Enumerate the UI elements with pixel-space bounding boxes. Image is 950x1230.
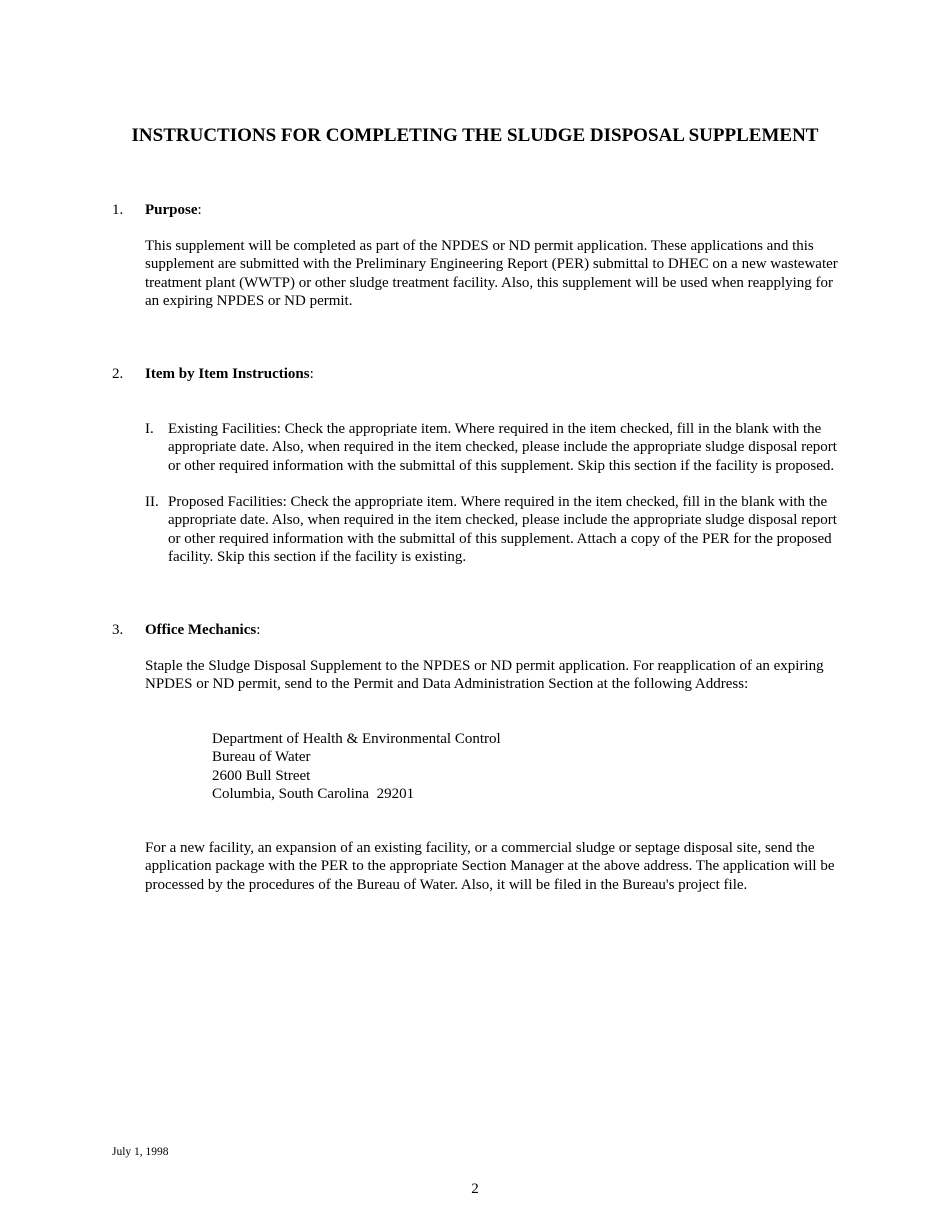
section-number: 1.	[112, 202, 124, 218]
office-mechanics-paragraph: Staple the Sludge Disposal Supplement to the NPDES or ND permit application. For reapplication of an expiring NPDES or ND permit, send to the Permit and Data Administration Section at the following Address:	[145, 658, 824, 693]
instruction-item-existing	[145, 420, 845, 475]
item-numeral: I.	[145, 421, 154, 437]
section-heading-text: Item by Item Instructions	[145, 366, 310, 382]
heading-colon: :	[309, 366, 314, 382]
closing-paragraph: For a new facility, an expansion of an existing facility, or a commercial sludge or septage disposal site, send the application package with the PER to the appropriate Section Manager at the above address. The application will be processed by the procedures of the Bureau of Water. Also, it will be filed in the Bureau's project file.	[145, 840, 835, 893]
address-line: Bureau of Water	[212, 749, 311, 766]
item-numeral: II.	[145, 494, 159, 510]
item-text: Existing Facilities: Check the appropriate item. Where required in the item checked, fill in the blank with the appropriate date. Also, when required in the item checked, please include the appropriate sludge disposal report or other required information with the submittal of this supplement. Skip this section if the facility is proposed.	[168, 421, 837, 474]
heading-colon: :	[256, 622, 261, 638]
section-number: 2.	[112, 366, 124, 382]
footer-date: July 1, 1998	[112, 1146, 169, 1158]
address-line: Department of Health & Environmental Control	[212, 731, 501, 747]
address-line: Columbia, South Carolina 29201	[212, 785, 415, 802]
section-heading-purpose	[145, 201, 202, 219]
page-number: 2	[471, 1181, 479, 1197]
instruction-item-proposed	[145, 493, 845, 566]
section-heading-office-mechanics	[145, 621, 260, 639]
section-number: 3.	[112, 622, 124, 638]
purpose-paragraph: This supplement will be completed as part of the NPDES or ND permit application. These applications and this supplement are submitted with the Preliminary Engineering Report (PER) submittal to DHEC on a new wastewater treatment plant (WWTP) or other sludge treatment facility. Also, this supplement will be used when reapplying for an expiring NPDES or ND permit.	[145, 238, 838, 309]
page-title: INSTRUCTIONS FOR COMPLETING THE SLUDGE DISPOSAL SUPPLEMENT	[131, 125, 819, 146]
heading-colon: :	[197, 202, 202, 218]
item-text: Proposed Facilities: Check the appropriate item. Where required in the item checked, fill in the blank with the appropriate date. Also, when required in the item checked, please include the appropriate sludge disposal report or other required information with the submittal of this supplement. Attach a copy of the PER for the proposed facility. Skip this section if the facility is existing.	[168, 494, 837, 565]
section-heading-text: Office Mechanics	[145, 622, 257, 638]
address-line: 2600 Bull Street	[212, 767, 311, 784]
mailing-address	[212, 730, 501, 803]
section-heading-item-instructions	[145, 365, 314, 383]
section-heading-text: Purpose	[145, 202, 198, 218]
